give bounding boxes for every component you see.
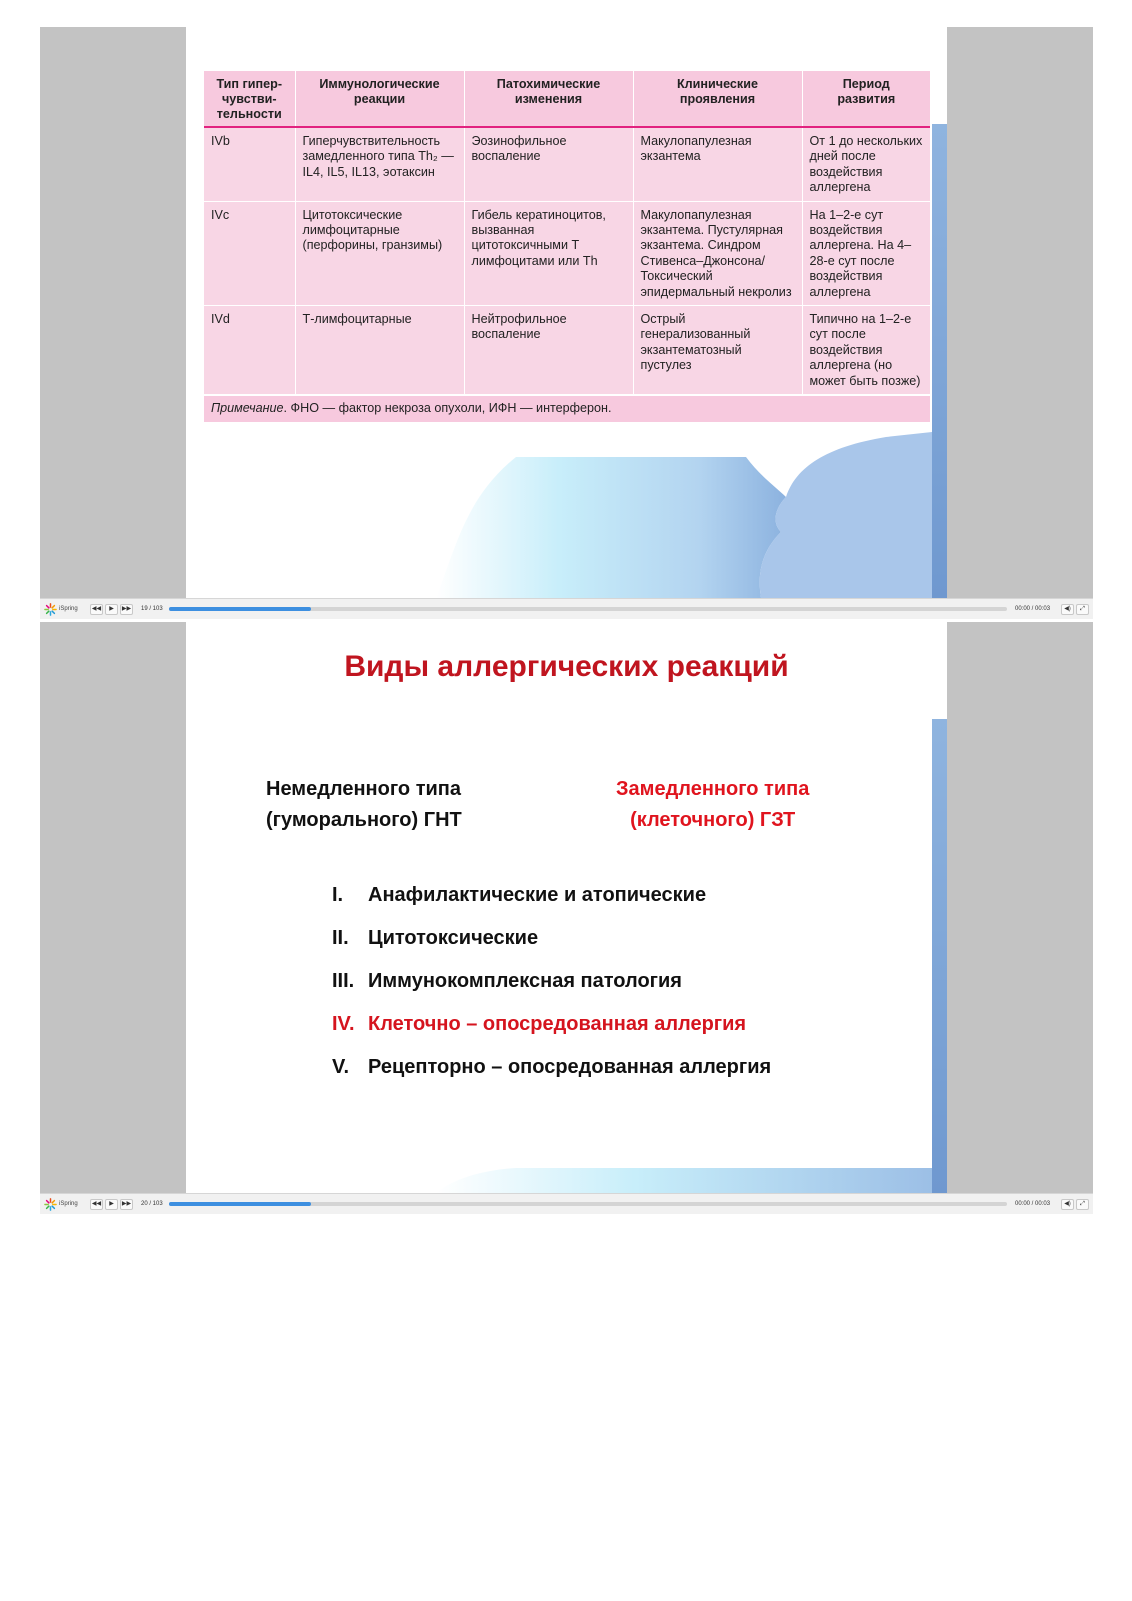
cell-type: IVd [204, 306, 295, 396]
slide-canvas [186, 622, 947, 1193]
progress-fill [169, 1202, 311, 1206]
slide-counter: 20 / 103 [141, 1201, 163, 1207]
table-header-row [204, 71, 930, 127]
cell-clinic: Острый генерализованный экзантематозный пустулез [633, 306, 802, 396]
cell-type: IVb [204, 127, 295, 201]
allergy-types-list [332, 884, 771, 1099]
cell-patho: Гибель кератиноцитов, вызванная цитотоксичными Т лимфоцитами или Th [464, 201, 633, 305]
play-button[interactable]: ▶ [105, 1199, 118, 1210]
cell-period: От 1 до нескольких дней после воздействия аллергена [802, 127, 930, 201]
prev-slide-button[interactable]: ◀◀ [90, 604, 103, 615]
logo-text: iSpring [59, 606, 78, 612]
delayed-type-line1: Замедленного типа [616, 778, 810, 800]
cell-patho: Эозинофильное воспаление [464, 127, 633, 201]
cell-immuno: Т-лимфоцитарные [295, 306, 464, 396]
delayed-type-label [616, 774, 809, 836]
logo-text: iSpring [59, 1201, 78, 1207]
fullscreen-button[interactable]: ⤢ [1076, 604, 1089, 615]
slide-counter: 19 / 103 [141, 606, 163, 612]
list-item: I. Анафилактические и атопические [332, 884, 707, 906]
blue-edge-decoration [932, 719, 947, 1193]
delayed-type-line2: (клеточного) ГЗТ [630, 809, 796, 831]
table-note [204, 395, 930, 422]
cell-clinic: Макулопапулезная экзантема [633, 127, 802, 201]
slide-canvas [186, 27, 947, 598]
col-header-period: Период развития [802, 71, 930, 127]
volume-button[interactable]: ◀) [1061, 604, 1074, 615]
player-control-bar [40, 598, 1093, 619]
cell-period: На 1–2-е сут воздействия аллергена. На 4–28-е сут после воздействия аллергена [802, 201, 930, 305]
note-label: Примечание [211, 401, 284, 416]
table-row [204, 201, 930, 305]
ispring-logo-icon [44, 603, 57, 616]
volume-button[interactable]: ◀) [1061, 1199, 1074, 1210]
cell-patho: Нейтрофильное воспаление [464, 306, 633, 396]
table-row [204, 306, 930, 396]
immediate-type-label [266, 774, 462, 836]
note-text: . ФНО — фактор некроза опухоли, ИФН — интерферон. [283, 401, 612, 416]
blue-edge-decoration [932, 124, 947, 598]
col-header-immuno: Иммунологические реакции [295, 71, 464, 127]
table-note-row [204, 395, 930, 422]
col-header-clinic: Клинические проявления [633, 71, 802, 127]
player-control-bar [40, 1193, 1093, 1214]
time-display: 00:00 / 00:03 [1015, 1201, 1051, 1207]
progress-bar[interactable] [169, 1202, 1007, 1206]
immediate-type-line2: (гуморального) ГНТ [266, 809, 462, 831]
play-button[interactable]: ▶ [105, 604, 118, 615]
immediate-type-line1: Немедленного типа [266, 778, 461, 800]
ispring-logo-icon [44, 1198, 57, 1211]
slide-viewer-20 [40, 622, 1093, 1214]
cell-immuno: Цитотоксические лимфоцитарные (перфорины, гранзимы) [295, 201, 464, 305]
cell-period: Типично на 1–2-е сут после воздействия аллергена (но может быть позже) [802, 306, 930, 396]
list-item: II. Цитотоксические [332, 927, 539, 949]
col-header-type: Тип гипер- чувстви- тельности [204, 71, 295, 127]
fullscreen-button[interactable]: ⤢ [1076, 1199, 1089, 1210]
prev-slide-button[interactable]: ◀◀ [90, 1199, 103, 1210]
time-display: 00:00 / 00:03 [1015, 606, 1051, 612]
list-item: IV. Клеточно – опосредованная аллергия [332, 1013, 747, 1035]
slide-viewer-19 [40, 27, 1093, 619]
cell-immuno: Гиперчувствительность замедленного типа Th₂ — IL4, IL5, IL13, эотаксин [295, 127, 464, 201]
next-slide-button[interactable]: ▶▶ [120, 1199, 133, 1210]
ispring-logo [44, 603, 90, 616]
list-item: III. Иммунокомплексная патология [332, 970, 682, 992]
ispring-logo [44, 1198, 90, 1211]
progress-fill [169, 607, 311, 611]
hypersensitivity-table [204, 71, 930, 423]
list-item: V. Рецепторно – опосредованная аллергия [332, 1056, 772, 1078]
cell-type: IVc [204, 201, 295, 305]
table-row [204, 127, 930, 201]
progress-bar[interactable] [169, 607, 1007, 611]
next-slide-button[interactable]: ▶▶ [120, 604, 133, 615]
slide-title: Виды аллергических реакций [344, 650, 789, 683]
cell-clinic: Макулопапулезная экзантема. Пустулярная экзантема. Синдром Стивенса–Джонсона/Токсический эпидермальный некролиз [633, 201, 802, 305]
col-header-patho: Патохимические изменения [464, 71, 633, 127]
